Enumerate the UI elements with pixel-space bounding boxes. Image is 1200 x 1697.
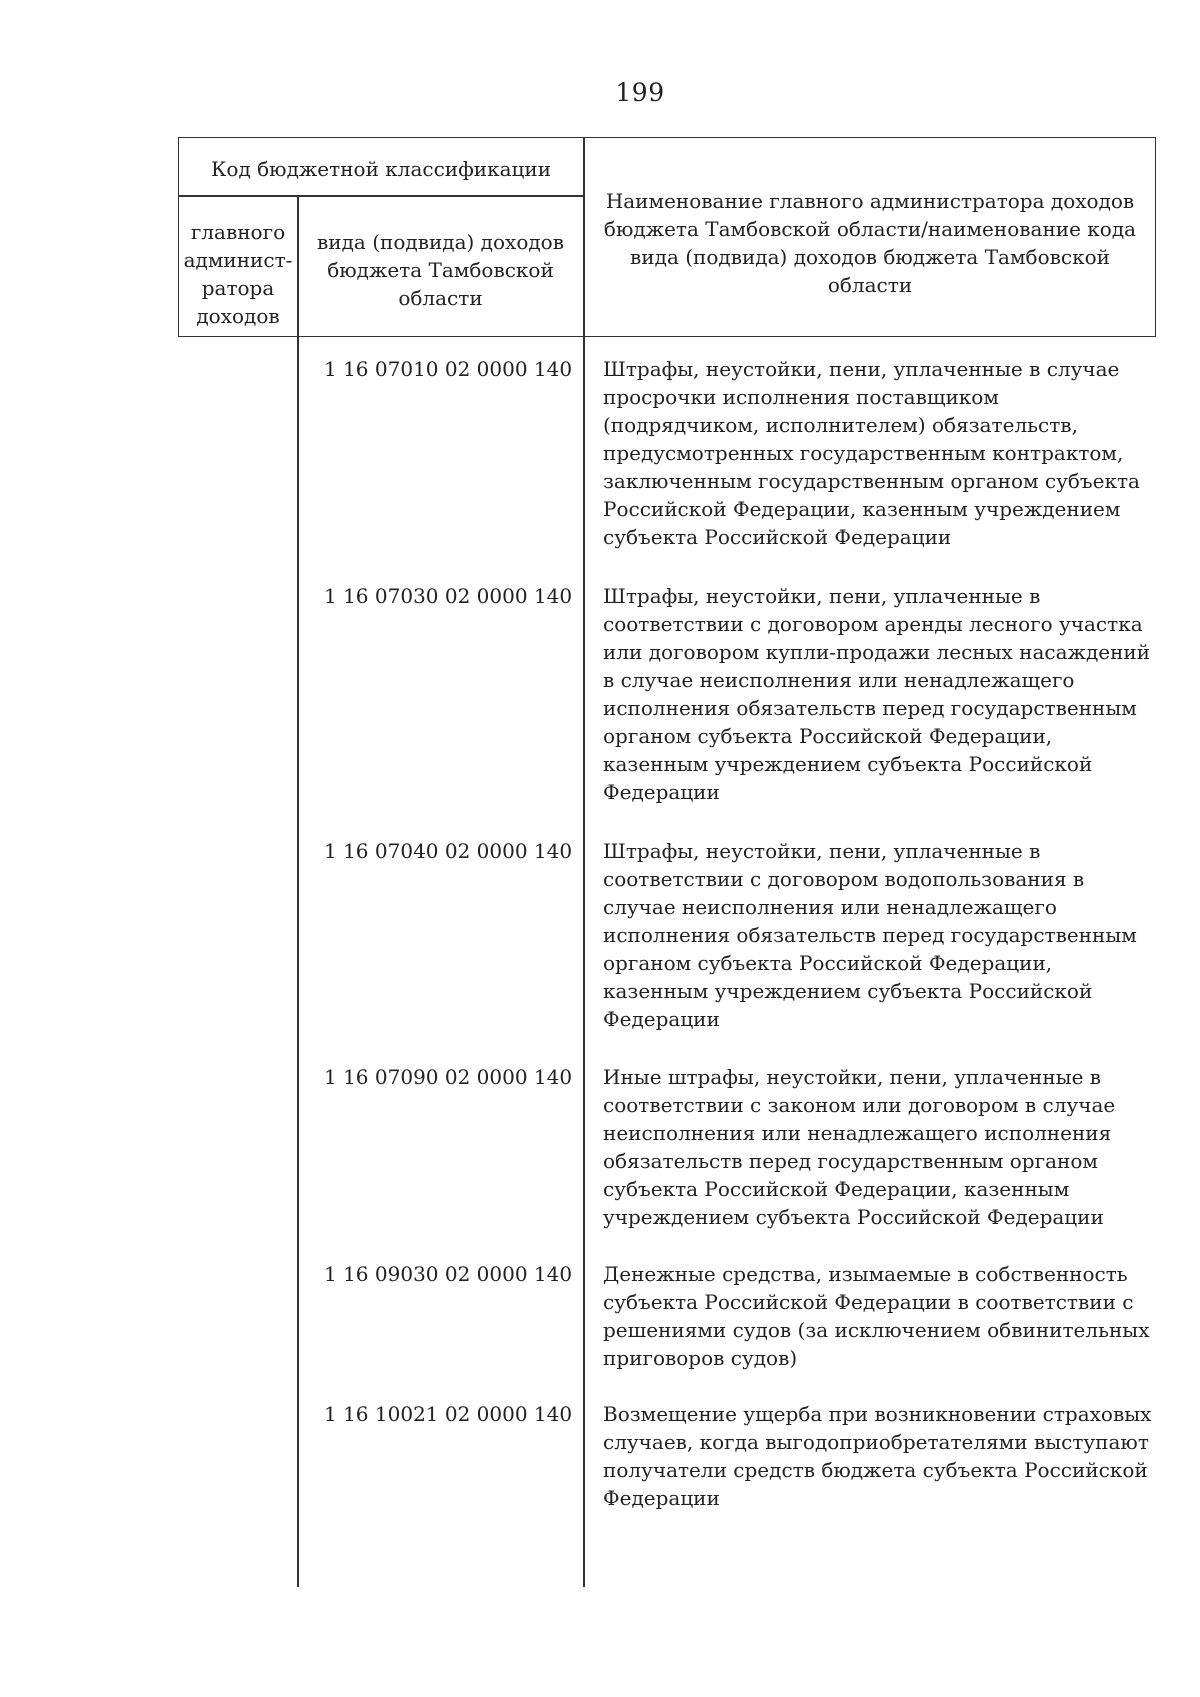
row-description: Иные штрафы, неустойки, пени, уплаченные в соответствии с законом или договором в случае неисполнения или ненадлежащего исполнения обязательств перед государственным органом субъекта Российской Федерации, казенным учреждением субъекта Российской Федерации: [603, 1065, 1116, 1229]
header-kind-column: вида (подвида) доходов бюджета Тамбовской области: [317, 230, 564, 310]
row-code: 1 16 07040 02 0000 140: [324, 839, 573, 863]
page-number: 199: [615, 78, 665, 107]
header-divider-sub-horizontal: [178, 195, 584, 197]
header-admin-column: главного админист-ратора доходов: [183, 220, 293, 328]
row-description: Денежные средства, изымаемые в собственность субъекта Российской Федерации в соответствии с решениями судов (за исключением обвинительных приговоров судов): [603, 1262, 1150, 1370]
row-description: Возмещение ущерба при возникновении страховых случаев, когда выгодоприобретателями выступают получатели средств бюджета субъекта Российской Федерации: [603, 1402, 1152, 1510]
row-description: Штрафы, неустойки, пени, уплаченные в случае просрочки исполнения поставщиком (подрядчиком, исполнителем) обязательств, предусмотренных государственным контрактом, заключенным государственным органом субъекта Российской Федерации, казенным учреждением субъекта Российской Федерации: [603, 357, 1140, 549]
row-description: Штрафы, неустойки, пени, уплаченные в соответствии с договором водопользования в случае неисполнения или ненадлежащего исполнения обязательств перед государственным органом субъекта Российской Федерации, казенным учреждением субъекта Российской Федерации: [603, 839, 1137, 1031]
row-code: 1 16 07030 02 0000 140: [324, 584, 573, 608]
header-name-column: Наименование главного администратора доходов бюджета Тамбовской области/наименование кода вида (подвида) доходов бюджета Тамбовской области: [603, 189, 1137, 297]
body-divider-left: [297, 337, 299, 1587]
body-divider-mid: [583, 337, 585, 1587]
row-code: 1 16 07090 02 0000 140: [324, 1065, 573, 1089]
row-code: 1 16 10021 02 0000 140: [324, 1402, 573, 1426]
row-code: 1 16 09030 02 0000 140: [324, 1262, 573, 1286]
header-code-group: Код бюджетной классификации: [210, 157, 552, 181]
row-description: Штрафы, неустойки, пени, уплаченные в соответствии с договором аренды лесного участка или договором купли-продажи лесных насаждений в случае неисполнения или ненадлежащего исполнения обязательств перед государственным органом субъекта Российской Федерации, казенным учреждением субъекта Российской Федерации: [603, 584, 1151, 804]
row-code: 1 16 07010 02 0000 140: [324, 357, 573, 381]
